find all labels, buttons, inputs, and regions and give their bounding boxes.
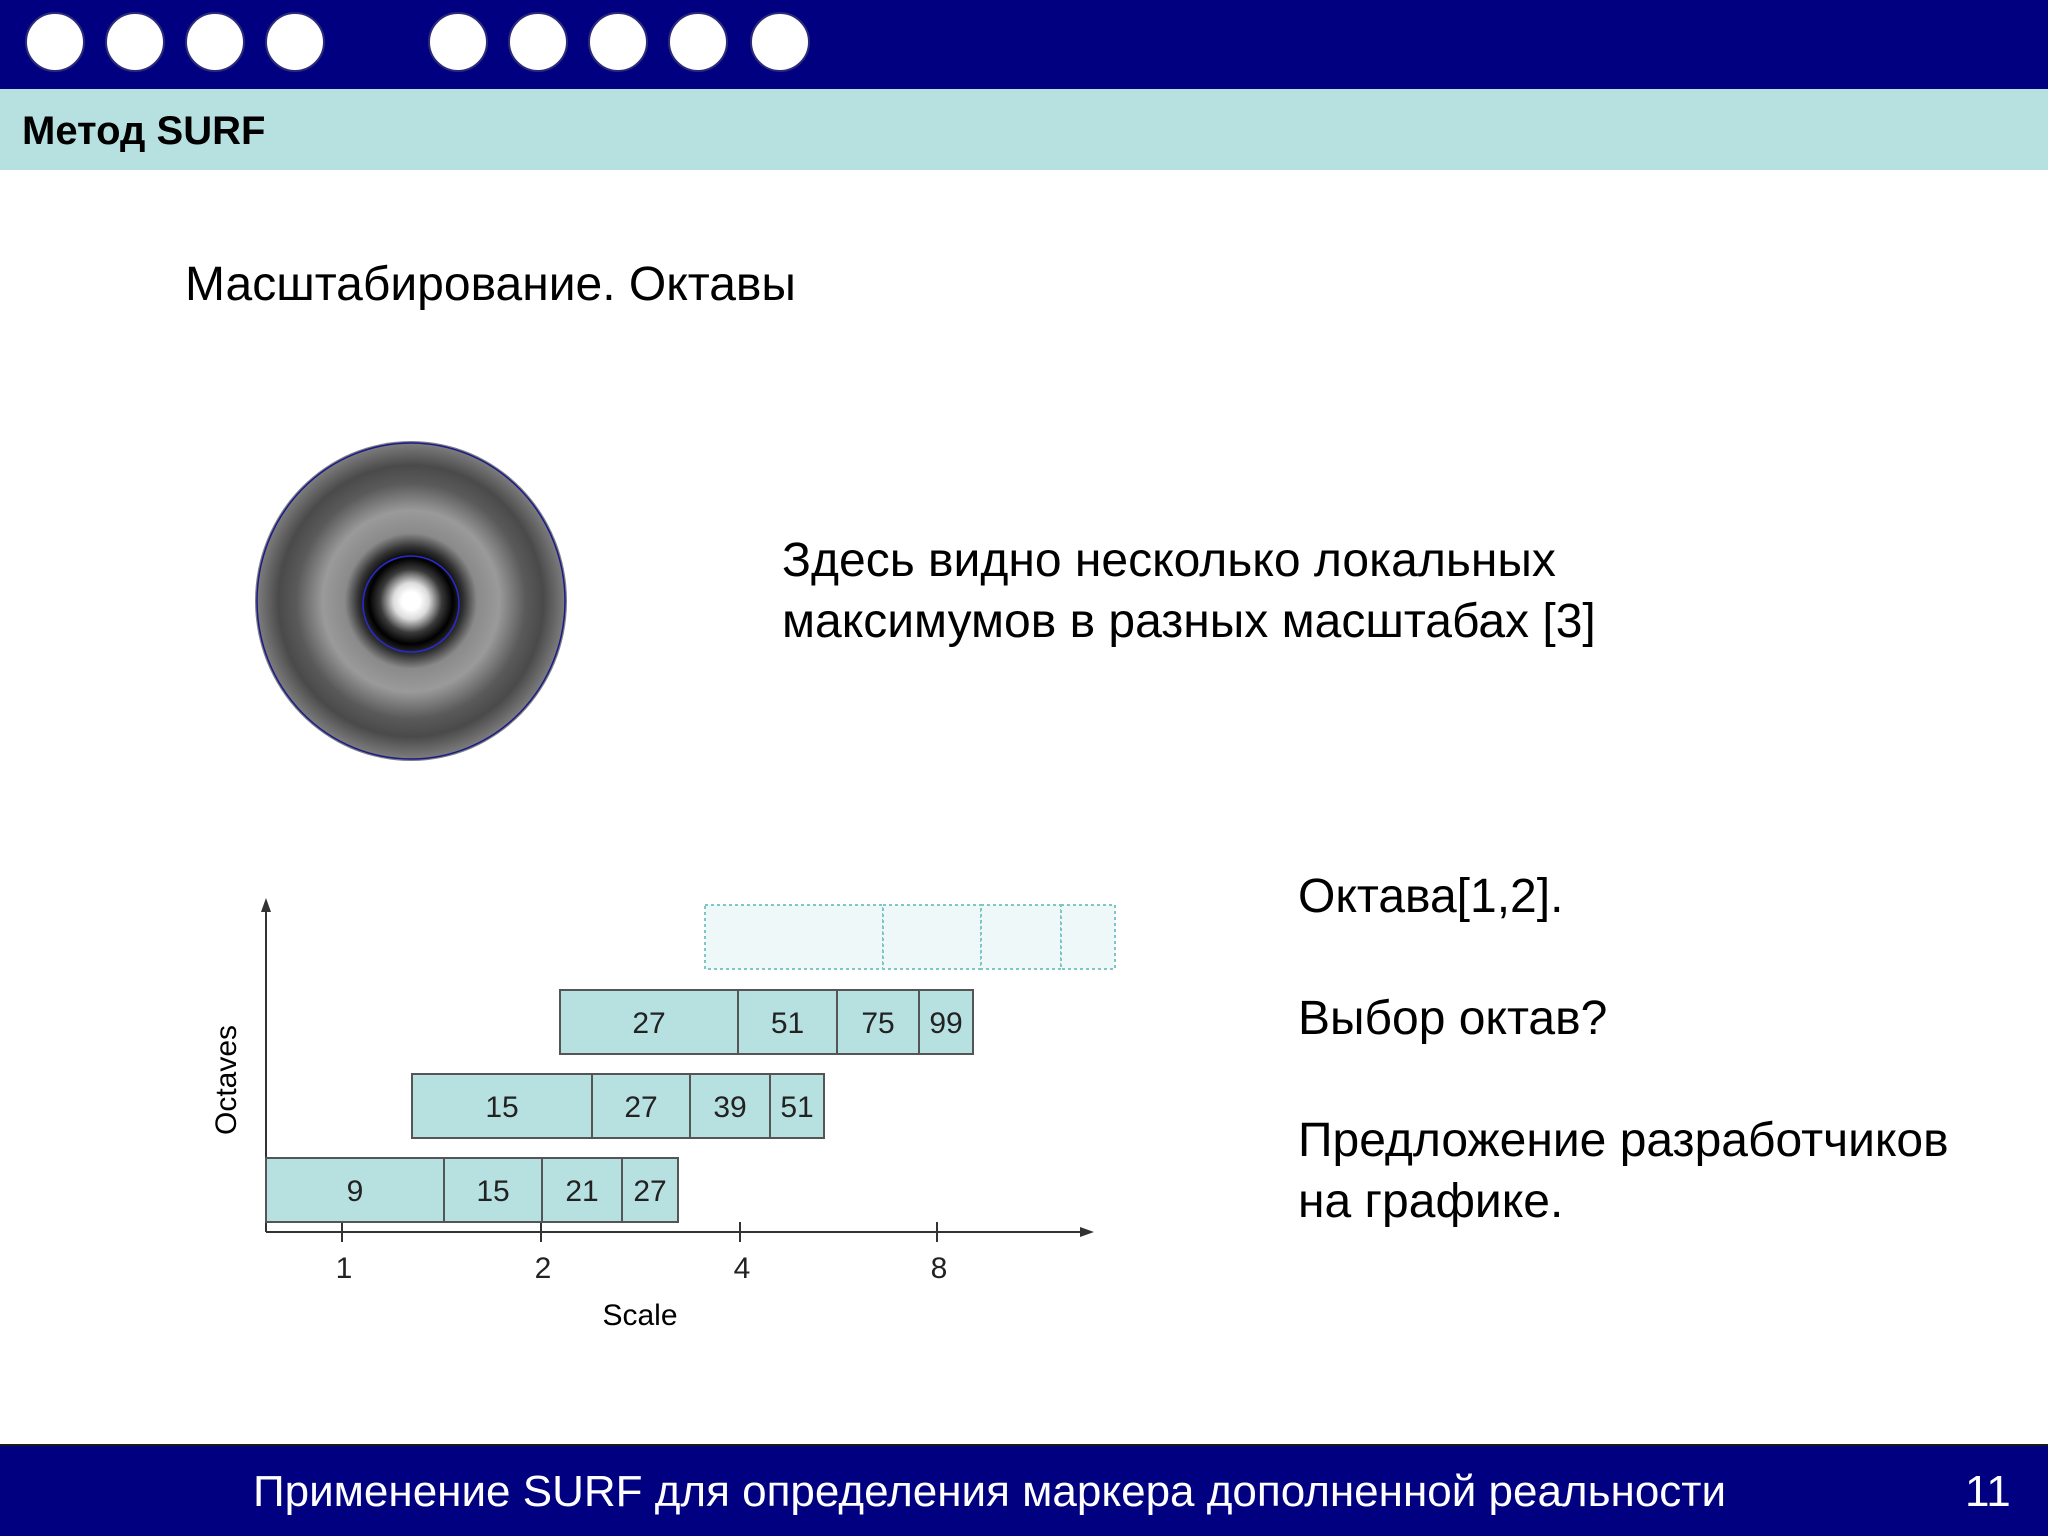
decor-circle	[25, 12, 85, 72]
x-tick-label: 8	[930, 1252, 948, 1285]
description-line: Здесь видно несколько локальных	[782, 534, 1556, 587]
x-axis-label: Scale	[602, 1299, 678, 1332]
filter-size-label: 15	[485, 1091, 519, 1124]
slide-title: Метод SURF	[22, 109, 266, 153]
decor-circle	[588, 12, 648, 72]
decor-circle	[105, 12, 165, 72]
question-note: Выбор октав?	[1298, 992, 1608, 1045]
chart-layer	[261, 898, 1115, 1285]
x-tick-label: 4	[733, 1252, 751, 1285]
title-band	[0, 89, 2048, 170]
scale-rings-image	[255, 441, 567, 761]
octave-4-cell	[705, 905, 883, 969]
x-tick-label: 1	[335, 1252, 353, 1285]
proposal-line: Предложение разработчиков	[1298, 1114, 1949, 1167]
description-text	[782, 530, 1596, 652]
filter-size-label: 99	[929, 1007, 963, 1040]
decor-circle	[428, 12, 488, 72]
y-axis-label: Octaves	[210, 1024, 243, 1136]
filter-size-label: 21	[565, 1175, 599, 1208]
filter-size-label: 9	[346, 1175, 364, 1208]
filter-size-label: 51	[780, 1091, 814, 1124]
y-axis-arrow	[261, 898, 271, 912]
decor-circle	[668, 12, 728, 72]
filter-size-label: 15	[476, 1175, 510, 1208]
octave-4-cell	[1061, 905, 1115, 969]
decor-circle	[750, 12, 810, 72]
filter-size-label: 51	[770, 1007, 805, 1040]
slide-subtitle: Масштабирование. Октавы	[185, 258, 796, 311]
octaves-chart	[200, 880, 1130, 1340]
filter-size-label: 75	[861, 1007, 895, 1040]
side-notes	[1298, 866, 1949, 1232]
decor-circle	[265, 12, 325, 72]
filter-size-label: 27	[624, 1091, 658, 1124]
filter-size-label: 27	[632, 1007, 666, 1040]
filter-size-label: 39	[713, 1091, 747, 1124]
ring-outlines	[255, 441, 567, 761]
decor-circle	[508, 12, 568, 72]
top-bar	[0, 0, 2048, 89]
x-tick-label: 2	[534, 1252, 552, 1285]
filter-size-label: 27	[633, 1175, 667, 1208]
proposal-line: на графике.	[1298, 1175, 1564, 1228]
footer-title: Применение SURF для определения маркера дополненной реальности	[253, 1467, 1727, 1516]
octave-note: Октава[1,2].	[1298, 870, 1564, 923]
x-axis-arrow	[1080, 1227, 1094, 1237]
decor-circle	[185, 12, 245, 72]
page-number: 11	[1965, 1467, 2011, 1516]
octave-4-cell	[883, 905, 981, 969]
description-line: максимумов в разных масштабах [3]	[782, 595, 1596, 648]
octave-4-cell	[981, 905, 1061, 969]
